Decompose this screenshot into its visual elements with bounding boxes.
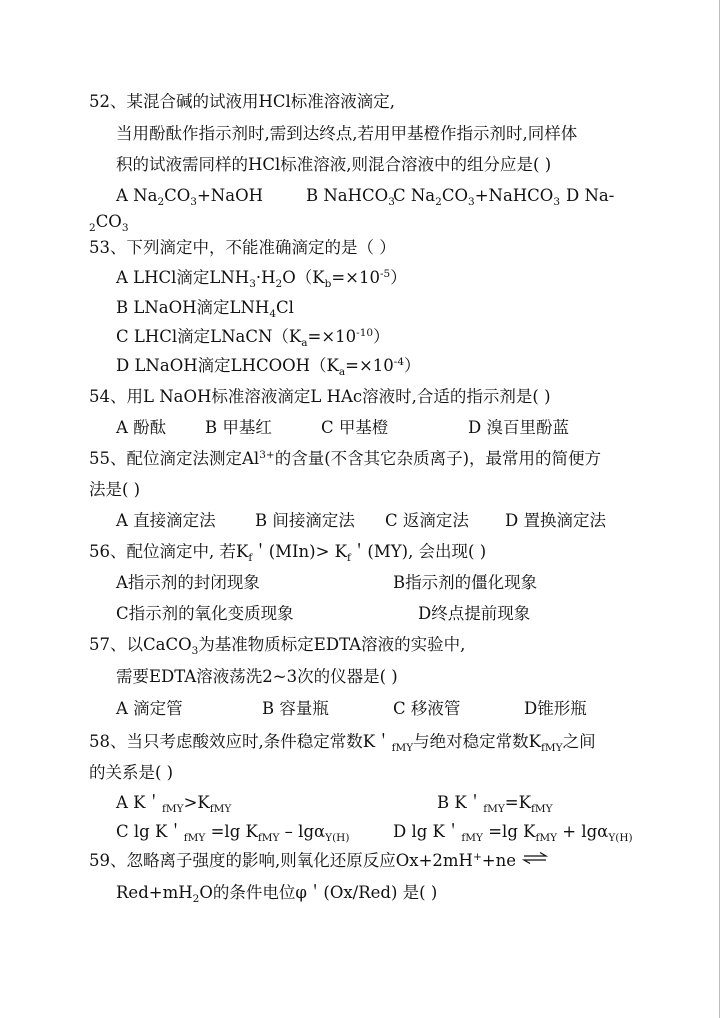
q57-stem-line1: 57、以CaCO$_3$为基准物质标定EDTA溶液的实验中,	[89, 635, 466, 657]
q58-option-c: C lg K＇$_{fMY}$ =lg $K_{fMY} - \lg\alpha_{Y(H)}$	[116, 822, 350, 844]
q57-option-c: C 移液管	[393, 699, 461, 718]
q55-stem-line1: 55、配位滴定法测定$Al^{3+}$的含量(不含其它杂质离子)，最常用的简便方	[89, 449, 602, 468]
q55-option-a: A 直接滴定法	[116, 511, 216, 530]
q54-option-a: A 酚酞	[116, 418, 167, 437]
q54-option-c: C 甲基橙	[321, 418, 389, 437]
q53-option-b: B LNaOH滴定$LNH_4Cl$	[116, 298, 294, 320]
q58-option-b: B K＇$_{fMY}=K_{fMY}$	[437, 793, 553, 815]
q56-option-b: B指示剂的僵化现象	[393, 573, 538, 592]
q58-stem-line1: 58、当只考虑酸效应时,条件稳定常数K＇$_{fMY}$与绝对稳定常数$K_{fMY}$之间	[89, 732, 596, 754]
q56-stem: 56、配位滴定中, 若$K_f$＇$(MIn)> K_f$＇(MY), 会出现( )	[89, 542, 487, 564]
q55-option-d: D 置换滴定法	[505, 511, 606, 530]
q58-option-d: D lg K＇$_{fMY}$ =lg $K_{fMY} + \lg\alpha_{Y(H)}$	[393, 822, 633, 844]
q54-stem: 54、用L NaOH标准溶液滴定L HAc溶液时,合适的指示剂是( )	[89, 387, 551, 406]
q56-option-c: C指示剂的氧化变质现象	[116, 604, 294, 623]
q52-stem-line2: 当用酚酞作指示剂时,需到达终点,若用甲基橙作指示剂时,同样体	[116, 124, 578, 143]
q52-stem-line1: 52、某混合碱的试液用HCl标准溶液滴定,	[89, 92, 396, 111]
q54-option-b: B 甲基红	[205, 418, 272, 437]
q56-option-a: A指示剂的封闭现象	[116, 573, 260, 592]
q56-option-d: D终点提前现象	[418, 604, 531, 623]
q52-option-d-continued: $_2CO_3$	[89, 212, 129, 234]
q57-option-a: A 滴定管	[116, 699, 183, 718]
q53-option-d: D LNaOH滴定$LHCOOH(K_a=\times 10^{-4})$	[116, 356, 421, 378]
q57-stem-line2: 需要EDTA溶液荡洗2~3次的仪器是( )	[116, 667, 398, 686]
q52-stem-line3: 积的试液需同样的HCl标准溶液,则混合溶液中的组分应是( )	[116, 155, 552, 174]
q55-stem-line2: 法是( )	[89, 480, 141, 499]
q54-option-d: D 溴百里酚蓝	[468, 418, 569, 437]
q55-option-c: C 返滴定法	[385, 511, 469, 530]
q58-stem-line2: 的关系是( )	[89, 763, 174, 782]
q57-option-d: D锥形瓶	[524, 699, 587, 718]
q57-option-b: B 容量瓶	[262, 699, 329, 718]
q52-option-a: A $Na_2CO_3+NaOH$	[116, 186, 263, 208]
q59-stem-line2: $Red+mH_2O$的条件电位φ＇(Ox/Red) 是( )	[116, 883, 438, 905]
q53-stem: 53、下列滴定中，不能准确滴定的是（ ）	[89, 238, 396, 257]
q59-stem-line1: 59、忽略离子强度的影响,则氧化还原反应Ox+2mH++ne	[89, 851, 548, 871]
q55-option-b: B 间接滴定法	[255, 511, 355, 530]
q53-option-c: C LHCl滴定$LNaCN(K_a=\times 10^{-10})$	[116, 327, 390, 349]
q52-option-b: B NaHCO$_3$	[306, 186, 395, 208]
q53-option-a: A LHCl滴定$LNH_3\cdot H_2O(K_b=\times 10^{-5})$	[116, 268, 407, 290]
q52-option-c: C $Na_2CO_3+NaHCO_3$	[393, 186, 561, 208]
q52-option-d: D Na-	[566, 186, 615, 205]
q58-option-a: A K＇$_{fMY}>K_{fMY}$	[116, 793, 232, 815]
equilibrium-arrow-icon	[522, 852, 548, 864]
